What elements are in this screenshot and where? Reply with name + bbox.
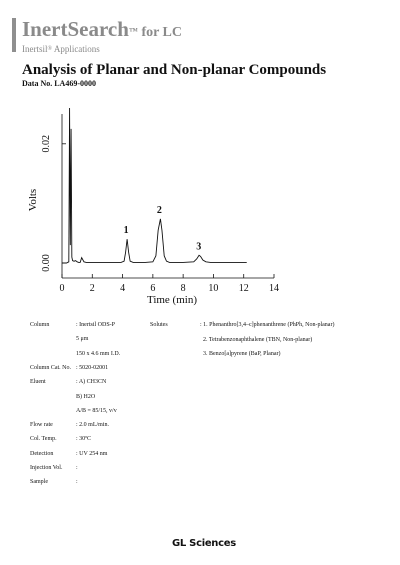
condition-label: Injection Vol. [30, 465, 63, 471]
brand-title [22, 18, 182, 44]
gl-sciences-logo: GL Sciences [172, 538, 236, 549]
brand-sub-name: Inertsil [22, 44, 48, 54]
condition-label: Flow rate [30, 422, 53, 429]
solute-item-3: 3. Benzo[a]pyrene (BaP, Planar) [203, 351, 281, 357]
condition-value: : [76, 479, 78, 486]
peak-label: 1 [123, 225, 129, 237]
condition-value: A/B = 85/15, v/v [76, 407, 117, 414]
condition-value: : 30ºC [76, 436, 92, 443]
y-tick-label: 0.00 [41, 254, 52, 272]
solutes-label: Solutes [150, 322, 168, 328]
condition-value: : 2.0 mL/min. [76, 422, 109, 429]
condition-label: Detection [30, 450, 54, 457]
condition-value: : [76, 465, 78, 471]
condition-value: : UV 254 nm [76, 450, 108, 457]
x-tick-label: 4 [120, 283, 126, 294]
x-tick-label: 8 [180, 283, 186, 294]
condition-label: Column Cat. No. [30, 364, 72, 371]
condition-value: : A) CH3CN [76, 379, 107, 386]
header-accent-bar [12, 18, 16, 52]
x-tick-label: 12 [238, 283, 249, 294]
chart-axes [27, 114, 279, 306]
brand-subtitle [22, 44, 182, 55]
brand-trademark: ™ [128, 26, 138, 36]
x-axis-label: Time (min) [146, 294, 198, 306]
solute-item-1: : 1. Phenanthro[3,4–c]phenanthrene (PhPh, Non-planar) [200, 322, 335, 328]
brand-sub-registered: ® [47, 46, 53, 52]
condition-value: B) H2O [76, 393, 96, 400]
condition-label: Sample [30, 479, 48, 486]
condition-value: 150 x 4.6 mm I.D. [76, 350, 121, 357]
chromatogram-chart [0, 100, 400, 315]
peak-label: 3 [196, 241, 202, 253]
x-tick-label: 10 [208, 283, 219, 294]
page-title: Analysis of Planar and Non-planar Compounds [22, 62, 327, 78]
x-tick-label: 2 [89, 283, 95, 294]
x-tick-label: 14 [269, 283, 279, 294]
condition-label: Eluent [30, 379, 46, 386]
y-tick-label: 0.02 [41, 135, 52, 153]
condition-value: : 5020-02001 [76, 364, 109, 371]
brand-sub-rest: Applications [52, 44, 100, 54]
chromatogram-trace [62, 108, 247, 263]
chart-marks [62, 108, 247, 263]
x-tick-label: 6 [150, 283, 156, 294]
y-axis-label: Volts [27, 188, 39, 212]
x-tick-label: 0 [59, 283, 65, 294]
solute-item-2: 2. Tetrabenzonaphthalene (TBN, Non-planar) [203, 337, 313, 343]
brand-block [22, 18, 182, 55]
brand-for-lc: for LC [137, 25, 183, 40]
condition-value: : Inertsil ODS-P [76, 322, 115, 328]
condition-label: Col. Temp. [30, 436, 57, 443]
peak-label: 2 [156, 204, 162, 216]
condition-label: Column [30, 322, 50, 328]
brand-name: InertSearch [22, 17, 129, 41]
data-number: Data No. LA469-0000 [22, 79, 96, 88]
condition-value: 5 μm [76, 336, 89, 343]
